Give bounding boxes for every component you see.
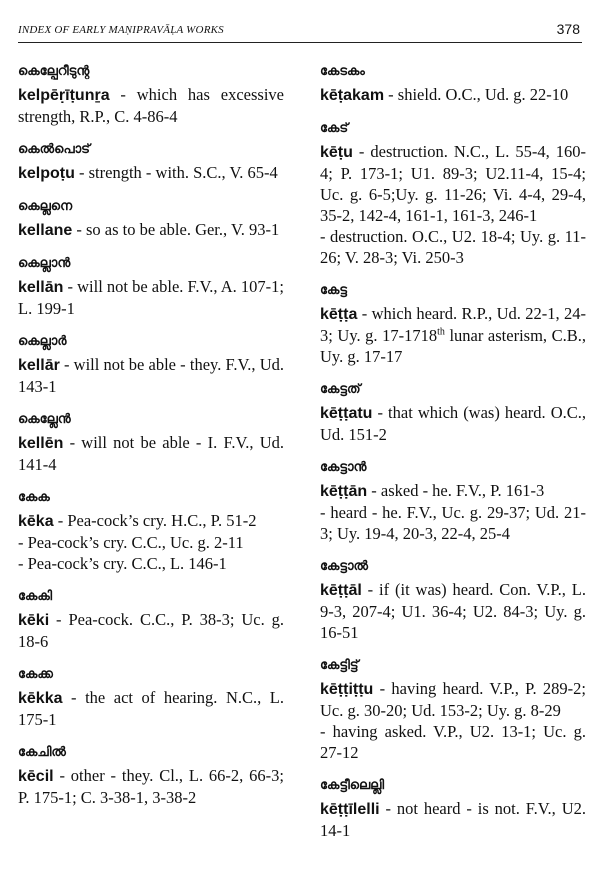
- malayalam-headword: കേട്ട: [320, 283, 347, 298]
- entry-definition: [320, 480, 586, 502]
- definition-text: - Pea-cock. C.C., P. 38-3; Uc. g. 18-6: [18, 610, 284, 651]
- definition-text: - that which (was) heard. O.C., Ud. 151-2: [320, 403, 586, 444]
- entry-definition: [18, 162, 284, 184]
- entry-definition: [18, 354, 284, 397]
- malayalam-headword: കെൽപൊട്: [18, 142, 90, 157]
- transliterated-headword: kēṭṭiṭṭu: [320, 681, 374, 698]
- transliterated-headword: kēka: [18, 513, 54, 530]
- malayalam-headword: കേട്ടാൽ: [320, 559, 369, 574]
- entry-definition: [18, 510, 284, 532]
- definition-text: - which heard. R.P., Ud. 22-1, 24-3; Uy. g. 17-1718: [320, 304, 586, 345]
- index-entry: [18, 254, 284, 319]
- definition-text: - having asked. V.P., U2. 13-1; Uc. g. 27-12: [320, 722, 586, 762]
- definition-text: - the act of hearing. N.C., L. 175-1: [18, 688, 284, 729]
- malayalam-headword: കേട്: [320, 121, 349, 136]
- definition-text: - so as to be able. Ger., V. 93-1: [72, 220, 280, 239]
- index-entry: [320, 557, 586, 643]
- malayalam-headword: കെല്ലേൻ: [18, 412, 71, 427]
- definition-text: - will not be able. F.V., A. 107-1; L. 199-1: [18, 277, 285, 318]
- entry-definition: [18, 532, 284, 553]
- entry-definition: [320, 141, 586, 226]
- index-entry: [320, 281, 586, 367]
- ordinal-suffix: th: [437, 326, 445, 338]
- entry-definition: [320, 502, 586, 544]
- entry-definition: [320, 579, 586, 643]
- malayalam-headword: കെല്ലാൻ: [18, 256, 71, 271]
- transliterated-headword: kēṭṭān: [320, 483, 368, 500]
- definition-text: - heard - he. F.V., Uc. g. 29-37; Ud. 21-3; Uy. 19-4, 20-3, 22-4, 25-4: [320, 503, 586, 543]
- page-number: 378: [556, 21, 580, 37]
- index-entry: [320, 62, 586, 106]
- entry-definition: [320, 721, 586, 763]
- transliterated-headword: kēṭṭāl: [320, 582, 362, 599]
- definition-text: - having heard. V.P., P. 289-2; Uc. g. 30-20; Ud. 153-2; Uy. g. 8-29: [320, 679, 586, 720]
- entry-definition: [18, 609, 284, 652]
- index-entry: [18, 587, 284, 652]
- definition-text: - destruction. N.C., L. 55-4, 160-4; P. 173-1; U1. 89-3; U2.11-4, 15-4; Uc. g. 6-5;Uy. g. 11-26; Vi. 4-4, 29-4, 35-2, 142-4, 161-1, 161-3, 246-1: [320, 142, 586, 225]
- entry-definition: [320, 226, 586, 268]
- definition-text: - asked - he. F.V., P. 161-3: [367, 481, 545, 500]
- definition-text-continued: lunar asterism, C.B., Uy. g. 17-17: [320, 326, 586, 366]
- definition-text: - not heard - is not. F.V., U2. 14-1: [320, 799, 586, 840]
- transliterated-headword: kēkka: [18, 690, 63, 707]
- index-entry: [18, 488, 284, 574]
- malayalam-headword: കേടകം: [320, 64, 365, 79]
- definition-text: - shield. O.C., Ud. g. 22-10: [384, 85, 569, 104]
- entry-definition: [18, 765, 284, 808]
- malayalam-headword: കേട്ടിട്ട്: [320, 658, 359, 673]
- index-entry: [320, 119, 586, 268]
- transliterated-headword: kēcil: [18, 768, 54, 785]
- left-column: [18, 62, 284, 821]
- definition-text: - strength - with. S.C., V. 65-4: [74, 163, 278, 182]
- transliterated-headword: kēṭṭīlelli: [320, 801, 380, 818]
- entry-definition: [18, 432, 284, 475]
- definition-text: - will not be able - they. F.V., Ud. 143-1: [18, 355, 284, 396]
- index-entry: [18, 140, 284, 184]
- definition-text: - will not be able - I. F.V., Ud. 141-4: [18, 433, 284, 474]
- definition-text: - Pea-cock’s cry. C.C., L. 146-1: [18, 554, 227, 573]
- entry-definition: [320, 798, 586, 841]
- definition-text: - Pea-cock’s cry. C.C., Uc. g. 2-11: [18, 533, 244, 552]
- right-column: [320, 62, 586, 854]
- definition-text: - Pea-cock’s cry. H.C., P. 51-2: [53, 511, 257, 530]
- malayalam-headword: കേട്ടത്: [320, 382, 361, 397]
- transliterated-headword: kellane: [18, 222, 73, 239]
- entry-definition: [18, 276, 284, 319]
- malayalam-headword: കെല്ലനെ: [18, 199, 73, 214]
- definition-text: - if (it was) heard. Con. V.P., L. 9-3, 207-4; U1. 36-4; U2. 84-3; Uy. g. 16-51: [320, 580, 586, 642]
- malayalam-headword: കേട്ടാൻ: [320, 460, 367, 475]
- malayalam-headword: കേക: [18, 490, 50, 505]
- index-entry: [320, 656, 586, 763]
- index-entry: [320, 776, 586, 841]
- index-entry: [18, 62, 284, 127]
- running-header: [18, 18, 582, 43]
- running-title: INDEX OF EARLY MAṆIPRAVĀḶA WORKS: [18, 24, 224, 36]
- entry-definition: [320, 402, 586, 445]
- entry-definition: [18, 687, 284, 730]
- malayalam-headword: കേട്ടീലെല്ലി: [320, 778, 385, 793]
- transliterated-headword: kēki: [18, 612, 50, 629]
- transliterated-headword: kēṭakam: [320, 87, 385, 104]
- transliterated-headword: kellār: [18, 357, 60, 374]
- transliterated-headword: kēṭṭa: [320, 306, 358, 323]
- entry-definition: [320, 303, 586, 367]
- transliterated-headword: kellēn: [18, 435, 64, 452]
- index-entry: [320, 458, 586, 544]
- entry-definition: [320, 84, 586, 106]
- index-entry: [18, 410, 284, 475]
- malayalam-headword: കേചിൽ: [18, 745, 66, 760]
- malayalam-headword: കെല്പേറീടുന്റ: [18, 64, 90, 79]
- entry-definition: [320, 678, 586, 721]
- index-entry: [320, 380, 586, 445]
- transliterated-headword: kelpoṭu: [18, 165, 75, 182]
- index-entry: [18, 743, 284, 808]
- malayalam-headword: കേക്ക: [18, 667, 53, 682]
- transliterated-headword: kēṭṭatu: [320, 405, 373, 422]
- malayalam-headword: കെല്ലാർ: [18, 334, 67, 349]
- entry-definition: [18, 84, 284, 127]
- index-entry: [18, 665, 284, 730]
- index-entry: [18, 332, 284, 397]
- definition-text: - destruction. O.C., U2. 18-4; Uy. g. 11-26; V. 28-3; Vi. 250-3: [320, 227, 586, 267]
- transliterated-headword: kelpēṛīṭunṟa: [18, 87, 110, 104]
- transliterated-headword: kēṭu: [320, 144, 353, 161]
- index-entry: [18, 197, 284, 241]
- malayalam-headword: കേകി: [18, 589, 53, 604]
- transliterated-headword: kellān: [18, 279, 64, 296]
- definition-text: - which has excessive strength, R.P., C. 4-86-4: [18, 85, 284, 126]
- entry-definition: [18, 553, 284, 574]
- definition-text: - other - they. Cl., L. 66-2, 66-3; P. 175-1; C. 3-38-1, 3-38-2: [18, 766, 284, 807]
- entry-definition: [18, 219, 284, 241]
